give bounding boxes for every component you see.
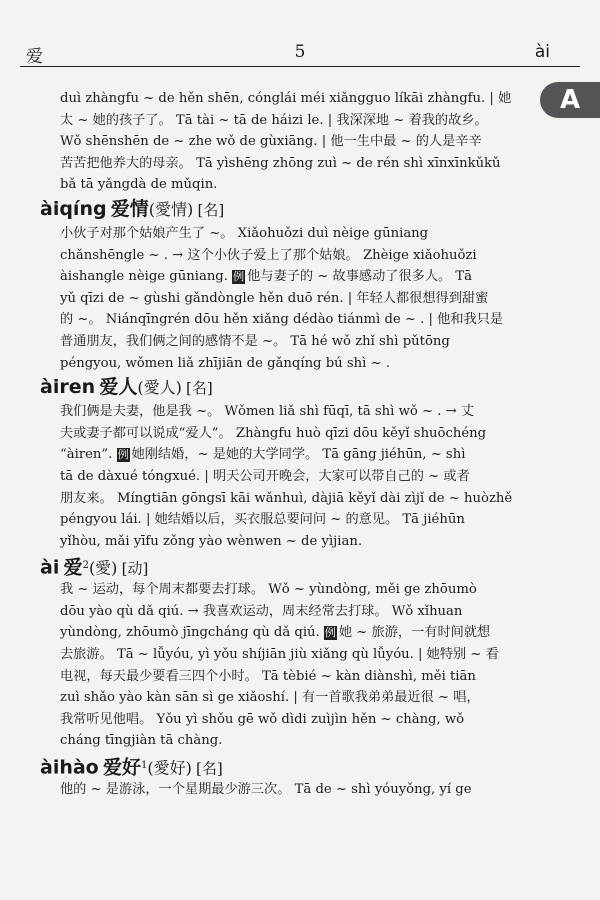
text-line [60, 223, 530, 245]
page-header [20, 40, 580, 67]
header-left-char: 爱 [26, 47, 43, 67]
headword-traditional: (愛) [88, 558, 118, 578]
part-of-speech: [名] [197, 200, 225, 219]
dictionary-entry [40, 374, 530, 552]
entry-headword [40, 196, 530, 223]
example-text: 他与妻子的 ~ 故事感动了很多人。 Tā [247, 269, 473, 285]
dictionary-entry [40, 752, 530, 801]
example-marker-icon: 例 [117, 448, 129, 462]
headword-pinyin: àihào [40, 756, 99, 779]
line-text: tā de dàxué tóngxué. | 明天公司开晚会，大家可以带自己的 ~ 或者 [60, 468, 470, 484]
headword-pinyin: àiren [40, 376, 96, 399]
text-line: bǎ tā yǎngdà de mǔqin. [60, 177, 218, 193]
entry-list [40, 196, 530, 801]
text-line: duì zhàngfu ~ de hěn shēn, cónglái méi xiǎngguo líkāi zhàngfu. | 她 [60, 91, 512, 106]
line-text: yǔ qīzi de ~ gùshi gǎndòngle hěn duō rén. | 年轻人都很想得到甜蜜 [60, 290, 489, 306]
thumb-index-tab: A [540, 82, 600, 118]
entry-headword [40, 552, 530, 579]
text-line [60, 622, 530, 644]
text-line: 苦苦把他养大的母亲。 Tā yìshēng zhōng zuì ~ de rén shì xīnxīnkǔkǔ [60, 155, 501, 171]
text-line [60, 488, 530, 510]
line-text: 我 ~ 运动，每个周末都要去打球。 Wǒ ~ yùndòng, měi ge zhōumò [60, 582, 477, 598]
text-line [60, 331, 530, 353]
line-text: 普通朋友，我们俩之间的感情不是 ~。 Tā hé wǒ zhǐ shì pǔtōng [60, 333, 450, 349]
headword-homograph-number: 2 [82, 560, 89, 572]
text-line [60, 245, 530, 267]
headword-chars: 爱好 [102, 756, 141, 779]
text-line [60, 687, 530, 709]
text-line [60, 644, 530, 666]
line-text: zuì shǎo yào kàn sān sì ge xiǎoshí. | 有一首歌我弟弟最近很 ~ 唱， [60, 690, 480, 706]
page-number: 5 [294, 42, 306, 62]
headword-chars: 爱情 [110, 197, 149, 220]
line-text: “àiren”. [60, 447, 117, 463]
headword-chars: 爱 [63, 556, 83, 579]
line-text: yùndòng, zhōumò jīngcháng qù dǎ qiú. [60, 625, 324, 641]
line-text: chǎnshēngle ~ . → 这个小伙子爱上了那个姑娘。 Zhèige xiǎohuǒzi [60, 247, 477, 263]
line-text: 他的 ~ 是游泳，一个星期最少游三次。 Tā de ~ shì yóuyǒng, yí ge [60, 782, 472, 798]
headword-traditional: (愛人) [137, 378, 182, 398]
line-text: àishangle nèige gūniang. [60, 269, 233, 285]
example-text: 她刚结婚，~ 是她的大学同学。 Tā gāng jiéhūn, ~ shì [131, 447, 466, 463]
headword-pinyin: ài [40, 556, 60, 579]
text-line [60, 601, 530, 623]
line-text: dōu yào qù dǎ qiú. → 我喜欢运动，周末经常去打球。 Wǒ xǐhuan [60, 603, 463, 619]
dictionary-entry [40, 552, 530, 752]
header-right-pinyin: ài [534, 42, 550, 62]
text-line [60, 730, 530, 752]
line-text: yǐhòu, mǎi yīfu zǒng yào wènwen ~ de yìjian. [60, 533, 363, 549]
line-text: 小伙子对那个姑娘产生了 ~。 Xiǎohuǒzi duì nèige gūniang [60, 225, 429, 241]
example-marker-icon: 例 [324, 626, 336, 640]
text-line [60, 709, 530, 731]
line-text: 我们俩是夫妻，他是我 ~。 Wǒmen liǎ shì fūqī, tā shì wǒ ~ . → 丈 [60, 404, 475, 420]
line-text: cháng tīngjiàn tā chàng. [60, 733, 223, 749]
text-line [60, 531, 530, 553]
text-line [60, 444, 530, 466]
text-line [60, 466, 530, 488]
text-line [60, 266, 530, 288]
text-line: Wǒ shēnshēn de ~ zhe wǒ de gùxiāng. | 他一生中最 ~ 的人是辛辛 [60, 134, 482, 150]
text-line [60, 288, 530, 310]
part-of-speech: [动] [121, 559, 149, 578]
text-line [60, 353, 530, 375]
continuation-block [60, 88, 530, 196]
text-line [60, 309, 530, 331]
text-line [60, 509, 530, 531]
text-line [60, 666, 530, 688]
line-text: 我常听见他唱。 Yǒu yì shǒu gē wǒ dìdi zuìjìn hěn ~ chàng, wǒ [60, 711, 465, 727]
headword-homograph-number: 1 [140, 760, 148, 772]
headword-traditional: (愛好) [147, 758, 192, 778]
line-text: péngyou, wǒmen liǎ zhījiān de gǎnqíng bú shì ~ . [60, 355, 390, 371]
dictionary-entry [40, 196, 530, 374]
text-line [60, 401, 530, 423]
example-text: 她 ~ 旅游，一有时间就想 [338, 625, 491, 641]
line-text: péngyou lái. | 她结婚以后，买衣服总要问问 ~ 的意见。 Tā jiéhūn [60, 512, 465, 528]
part-of-speech: [名] [186, 379, 213, 398]
entry-headword [40, 752, 530, 779]
text-line [60, 579, 530, 601]
dictionary-content [40, 88, 530, 801]
text-line: 太 ~ 她的孩子了。 Tā tài ~ tā de háizi le. | 我深深地 ~ 着我的故乡。 [60, 112, 488, 128]
line-text: 去旅游。 Tā ~ lǚyóu, yì yǒu shíjiān jiù xiǎng qù lǚyóu. | 她特别 ~ 看 [60, 647, 499, 663]
headword-pinyin: àiqíng [40, 197, 107, 220]
line-text: 的 ~。 Niánqīngrén dōu hěn xiǎng dédào tiánmì de ~ . | 他和我只是 [60, 312, 504, 328]
headword-traditional: (愛情) [148, 199, 194, 219]
example-marker-icon: 例 [233, 270, 245, 284]
line-text: 朋友来。 Míngtiān gōngsī kāi wǎnhuì, dàjiā kěyǐ dài zìjǐ de ~ huòzhě [60, 490, 513, 506]
part-of-speech: [名] [196, 759, 223, 778]
headword-chars: 爱人 [99, 376, 138, 399]
line-text: 夫或妻子都可以说成“爱人”。 Zhàngfu huò qīzi dōu kěyǐ shuōchéng [60, 425, 487, 441]
entry-headword [40, 374, 530, 401]
text-line [60, 779, 530, 801]
line-text: 电视，每天最少要看三四个小时。 Tā tèbié ~ kàn diànshì, měi tiān [60, 668, 476, 684]
text-line [60, 423, 530, 445]
